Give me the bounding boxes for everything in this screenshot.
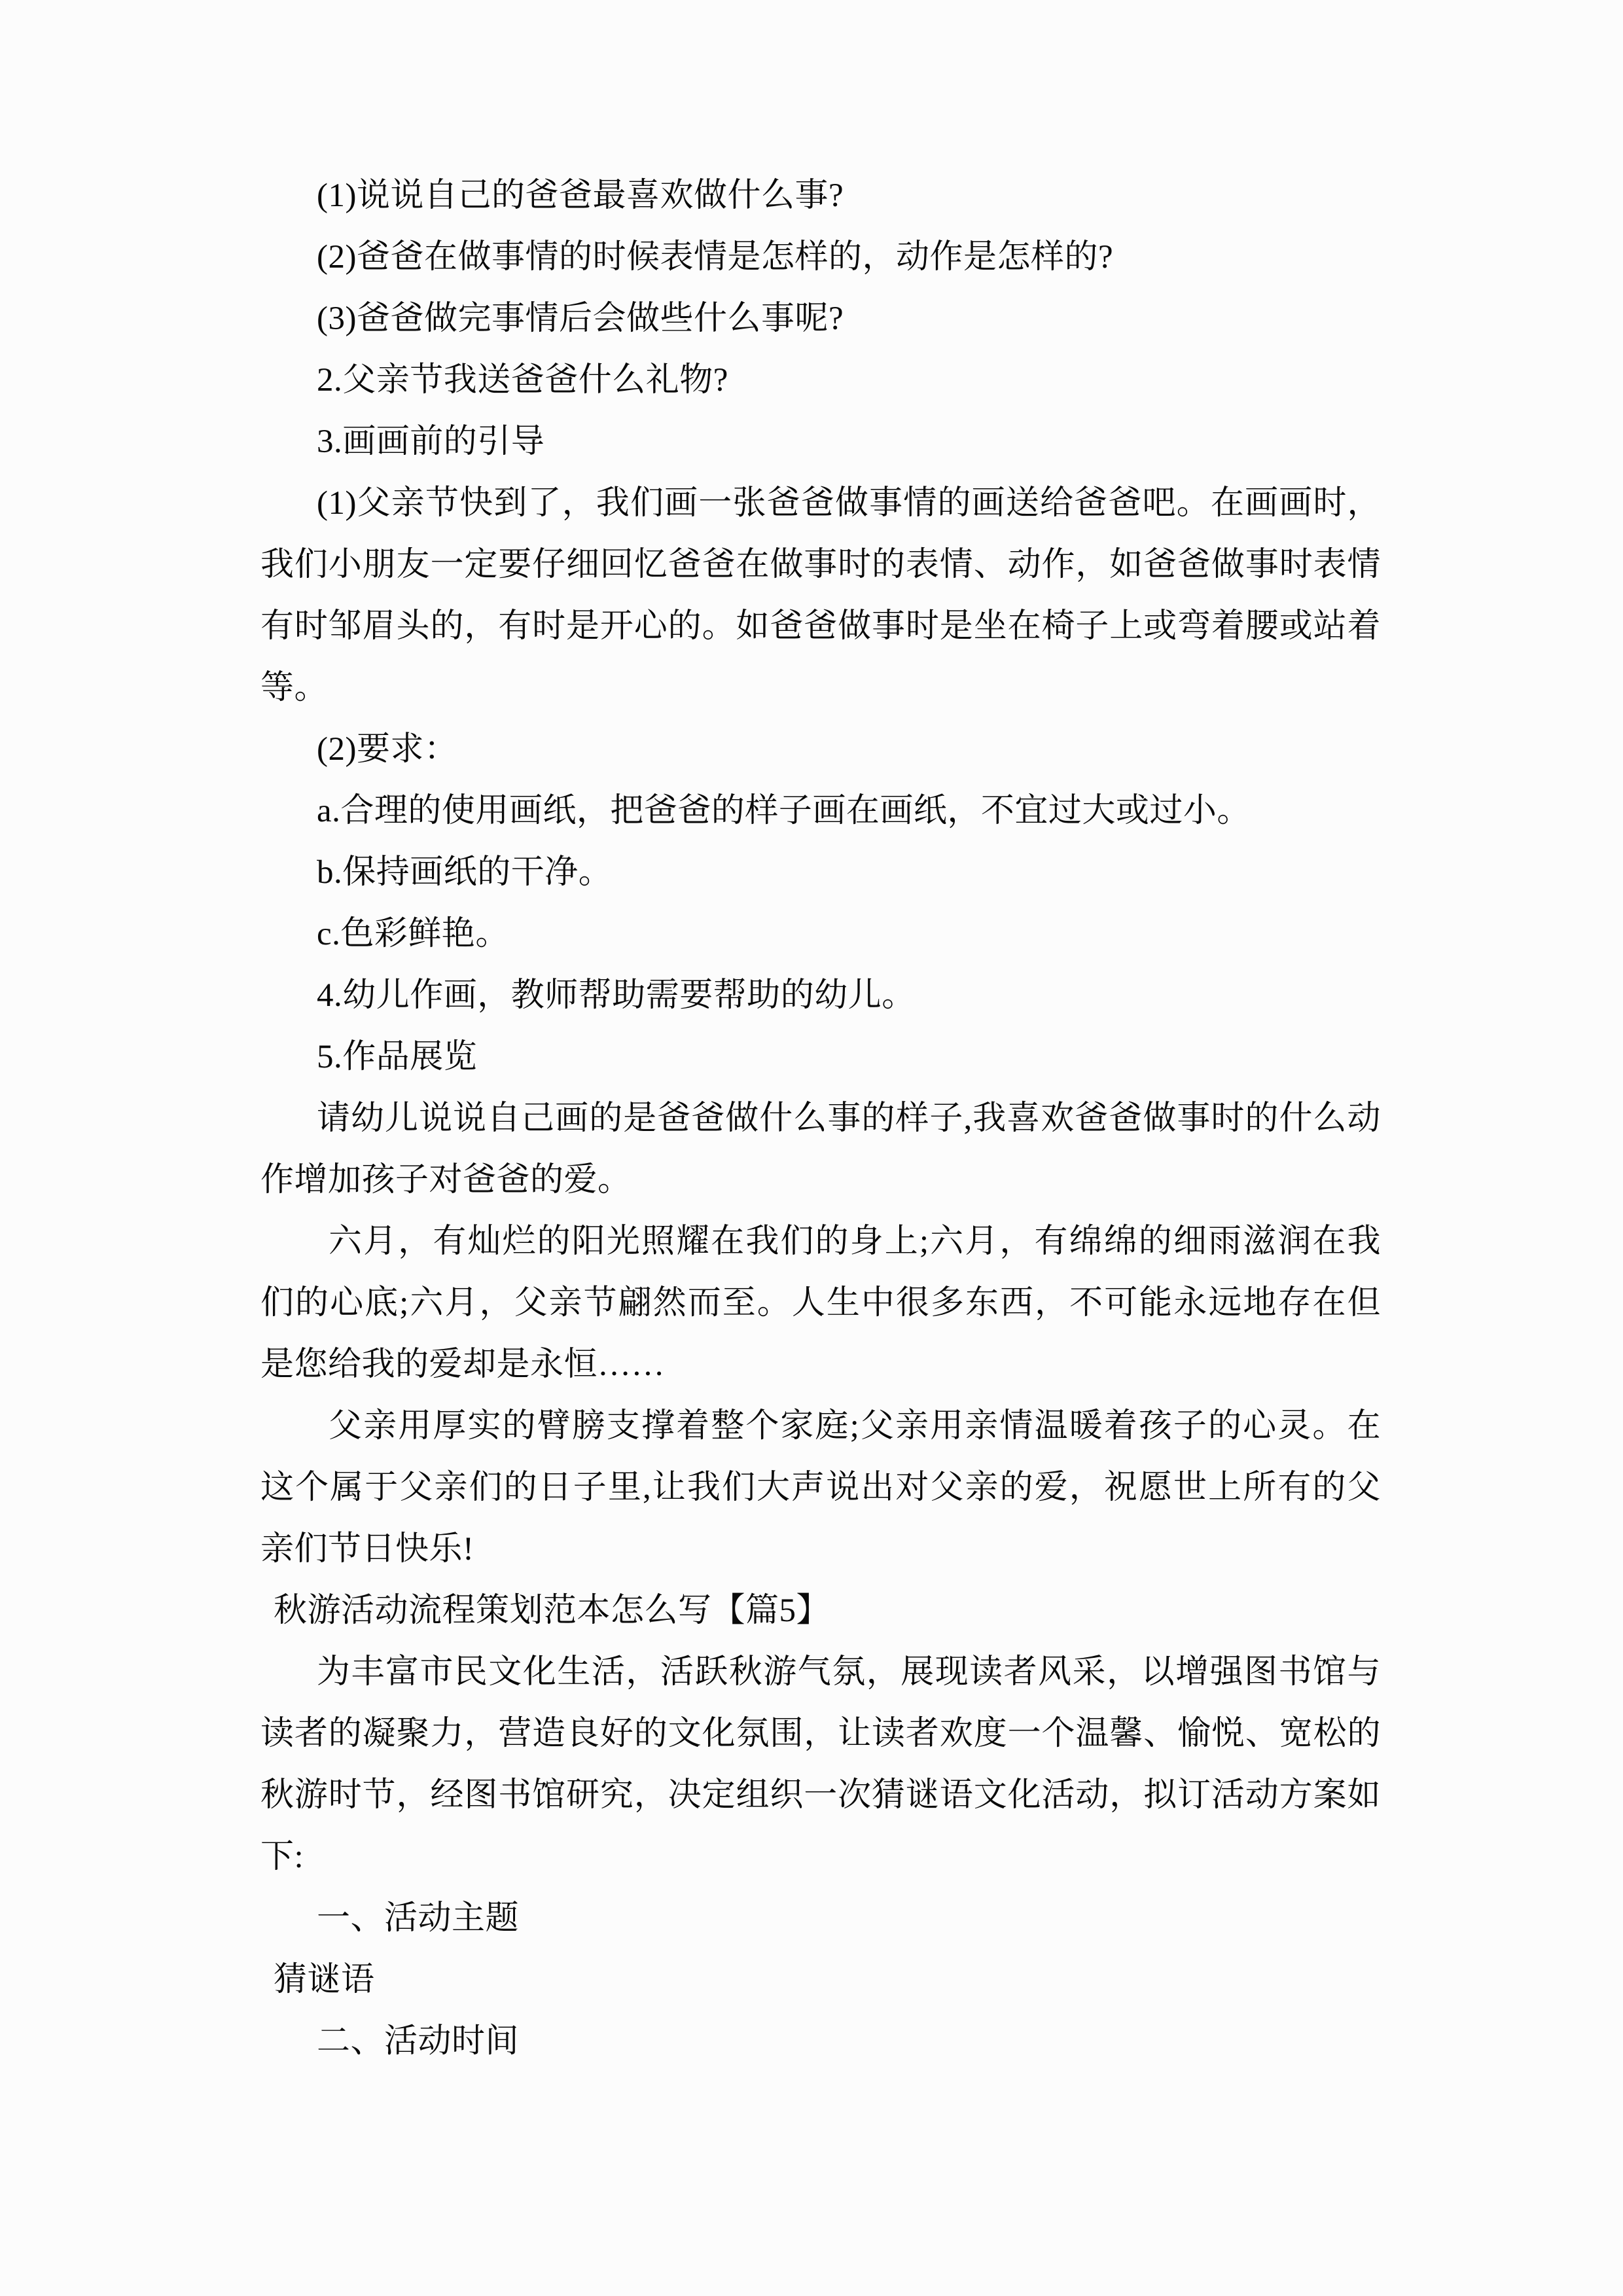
body-paragraph: 为丰富市民文化生活，活跃秋游气氛，展现读者风采，以增强图书馆与读者的凝聚力，营造良好的文化氛围，让读者欢度一个温馨、愉悦、宽松的秋游时节，经图书馆研究，决定组织一次猜谜语文化活动，拟订活动方案如下:	[260, 1654, 1381, 1875]
document-body	[260, 165, 1381, 2072]
body-line: 2.父亲节我送爸爸什么礼物?	[317, 362, 728, 399]
body-line: b.保持画纸的干净。	[317, 854, 613, 891]
body-line: 猜谜语	[274, 1962, 375, 1998]
body-paragraph: 父亲用厚实的臂膀支撑着整个家庭;父亲用亲情温暖着孩子的心灵。在这个属于父亲们的日子里,让我们大声说出对父亲的爱，祝愿世上所有的父亲们节日快乐!	[260, 1408, 1381, 1568]
body-line: (2)爸爸在做事情的时候表情是怎样的，动作是怎样的?	[317, 239, 1114, 276]
body-line: 3.画画前的引导	[317, 423, 545, 460]
body-line: 4.幼儿作画，教师帮助需要帮助的幼儿。	[317, 977, 916, 1014]
body-line: a.合理的使用画纸，把爸爸的样子画在画纸，不宜过大或过小。	[317, 793, 1251, 829]
body-line: (3)爸爸做完事情后会做些什么事呢?	[317, 300, 844, 337]
body-line: c.色彩鲜艳。	[317, 916, 509, 952]
body-line: 5.作品展览	[317, 1039, 478, 1075]
body-paragraph: 请幼儿说说自己画的是爸爸做什么事的样子,我喜欢爸爸做事时的什么动作增加孩子对爸爸的爱。	[260, 1100, 1381, 1198]
body-line: (1)说说自己的爸爸最喜欢做什么事?	[317, 177, 844, 214]
section-heading: 秋游活动流程策划范本怎么写【篇5】	[274, 1592, 830, 1629]
body-line: 二、活动时间	[317, 2023, 520, 2060]
body-paragraph: (1)父亲节快到了，我们画一张爸爸做事情的画送给爸爸吧。在画画时，我们小朋友一定要仔细回忆爸爸在做事时的表情、动作，如爸爸做事时表情有时邹眉头的，有时是开心的。如爸爸做事时是坐在椅子上或弯着腰或站着等。	[260, 485, 1381, 706]
body-paragraph: 六月，有灿烂的阳光照耀在我们的身上;六月，有绵绵的细雨滋润在我们的心底;六月，父亲节翩然而至。人生中很多东西，不可能永远地存在但是您给我的爱却是永恒……	[260, 1223, 1381, 1383]
body-line: 一、活动主题	[317, 1900, 520, 1937]
body-line: (2)要求：	[317, 731, 458, 768]
